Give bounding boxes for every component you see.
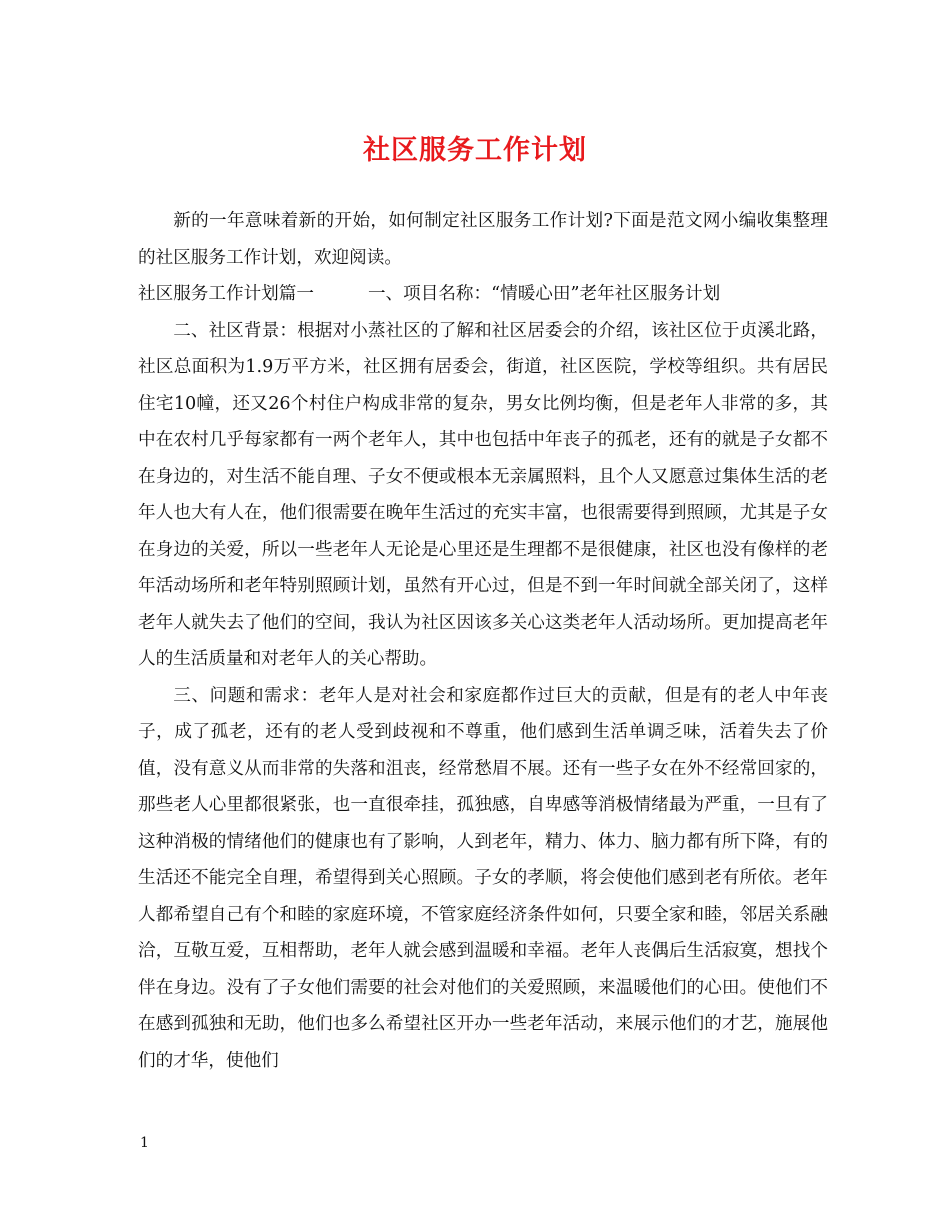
background-paragraph: 二、社区背景：根据对小蒸社区的了解和社区居委会的介绍，该社区位于贞溪北路，社区总面积为1.9万平方米，社区拥有居委会，街道，社区医院，学校等组织。共有居民住宅10幢，还又26个村住户构成非常的复杂，男女比例均衡，但是老年人非常的多，其中在农村几乎每家都有一两个老年人，其中也包括中年丧子的孤老，还有的就是子女都不在身边的，对生活不能自理、子女不便或根本无亲属照料，且个人又愿意过集体生活的老年人也大有人在，他们很需要在晚年生活过的充实丰富，也很需要得到照顾，尤其是子女在身边的关爱，所以一些老年人无论是心里还是生理都不是很健康，社区也没有像样的老年活动场所和老年特别照顾计划，虽然有开心过，但是不到一年时间就全部关闭了，这样老年人就失去了他们的空间，我认为社区因该多关心这类老年人活动场所。更加提高老年人的生活质量和对老年人的关心帮助。: [138, 320, 828, 669]
section-heading-line: [138, 276, 828, 313]
project-name: 一、项目名称：“情暖心田”老年社区服务计划: [367, 284, 721, 304]
document-body: [138, 203, 828, 1079]
intro-paragraph: 新的一年意味着新的开始，如何制定社区服务工作计划?下面是范文网小编收集整理的社区服务工作计划，欢迎阅读。: [138, 211, 828, 268]
section-label: 社区服务工作计划篇一: [138, 284, 314, 304]
needs-paragraph: 三、问题和需求：老年人是对社会和家庭都作过巨大的贡献，但是有的老人中年丧子，成了孤老，还有的老人受到歧视和不尊重，他们感到生活单调乏味，活着失去了价值，没有意义从而非常的失落和沮丧，经常愁眉不展。还有一些子女在外不经常回家的，那些老人心里都很紧张，也一直很牵挂，孤独感，自卑感等消极情绪最为严重，一旦有了这种消极的情绪他们的健康也有了影响，人到老年，精力、体力、脑力都有所下降，有的生活还不能完全自理，希望得到关心照顾。子女的孝顺，将会使他们感到老有所依。老年人都希望自己有个和睦的家庭环境，不管家庭经济条件如何，只要全家和睦，邻居关系融洽，互敬互爱，互相帮助，老年人就会感到温暖和幸福。老年人丧偶后生活寂寞，想找个伴在身边。没有了子女他们需要的社会对他们的关爱照顾，来温暖他们的心田。使他们不在感到孤独和无助，他们也多么希望社区开办一些老年活动，来展示他们的才艺，施展他们的才华，使他们: [138, 685, 828, 1071]
page-number: 1: [140, 1135, 149, 1151]
document-title: 社区服务工作计划: [363, 135, 587, 166]
